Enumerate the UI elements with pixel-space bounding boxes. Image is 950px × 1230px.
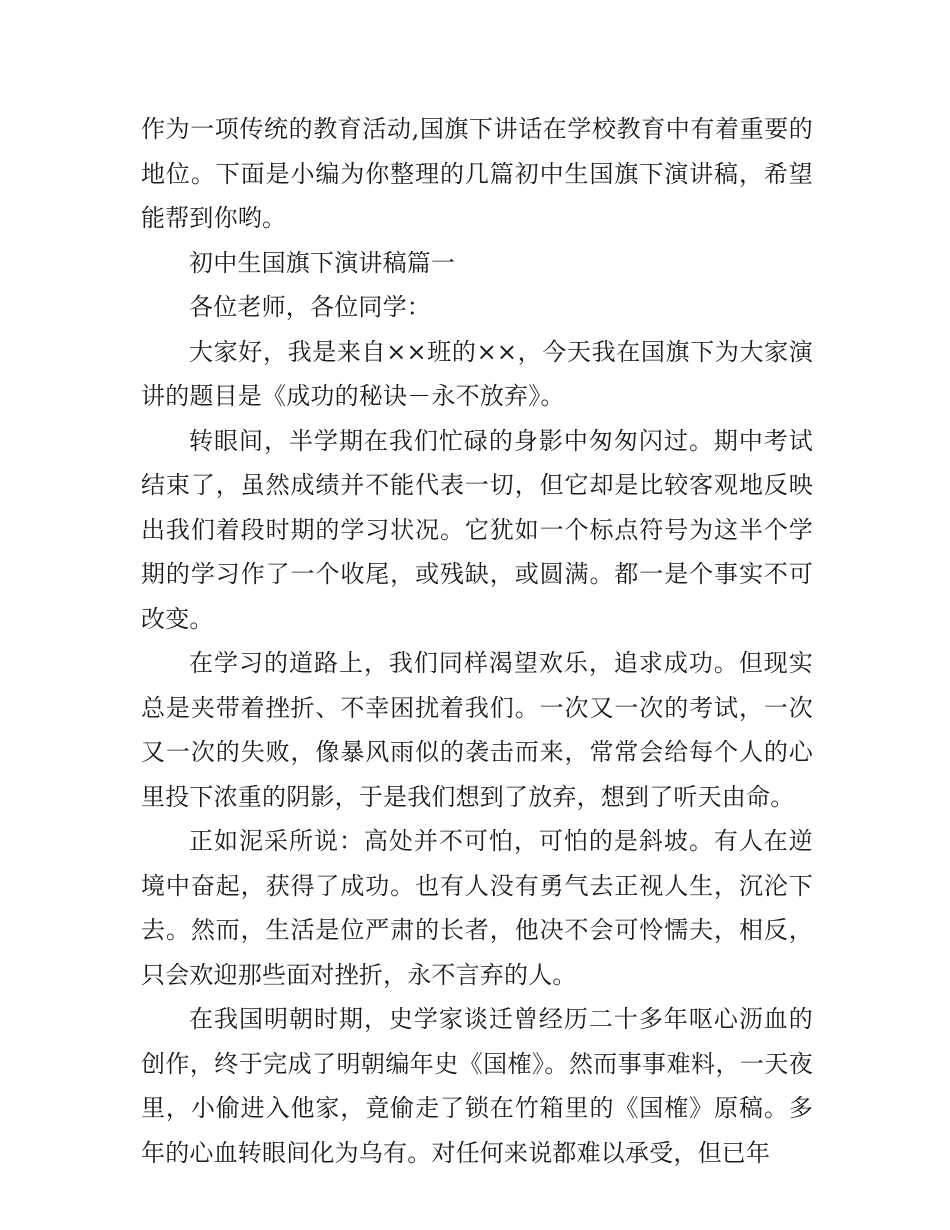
body-paragraph: 在学习的道路上，我们同样渴望欢乐，追求成功。但现实总是夹带着挫折、不幸困扰着我们。一次又一次的考试，一次又一次的失败，像暴风雨似的袭击而来，常常会给每个人的心里投下浓重的阴影，于是我们想到了放弃，想到了听天由命。 bbox=[141, 649, 813, 811]
body-paragraph: 正如泥采所说：高处并不可怕，可怕的是斜坡。有人在逆境中奋起，获得了成功。也有人没有勇气去正视人生，沉沦下去。然而，生活是位严肃的长者，他决不会可怜懦夫，相反，只会欢迎那些面对挫折，永不言弃的人。 bbox=[141, 827, 813, 989]
body-paragraph: 转眼间，半学期在我们忙碌的身影中匆匆闪过。期中考试结束了，虽然成绩并不能代表一切，但它却是比较客观地反映出我们着段时期的学习状况。它犹如一个标点符号为这半个学期的学习作了一个收尾，或残缺，或圆满。都一是个事实不可改变。 bbox=[141, 426, 813, 633]
body-paragraph: 在我国明朝时期，史学家谈迁曾经历二十多年呕心沥血的创作，终于完成了明朝编年史《国榷》。然而事事难料，一天夜里，小偷进入他家，竟偷走了锁在竹箱里的《国榷》原稿。多年的心血转眼间化为乌有。对任何来说都难以承受，但已年 bbox=[141, 1005, 813, 1167]
salutation: 各位老师，各位同学： bbox=[189, 293, 431, 321]
speech-title: 初中生国旗下演讲稿篇一 bbox=[189, 248, 456, 277]
intro-paragraph: 作为一项传统的教育活动,国旗下讲话在学校教育中有着重要的地位。下面是小编为你整理的几篇初中生国旗下演讲稿，希望能帮到你哟。 bbox=[141, 115, 813, 232]
document-body bbox=[141, 107, 813, 1175]
body-paragraph: 大家好，我是来自××班的××，今天我在国旗下为大家演讲的题目是《成功的秘诀－永不放弃》。 bbox=[141, 337, 813, 410]
